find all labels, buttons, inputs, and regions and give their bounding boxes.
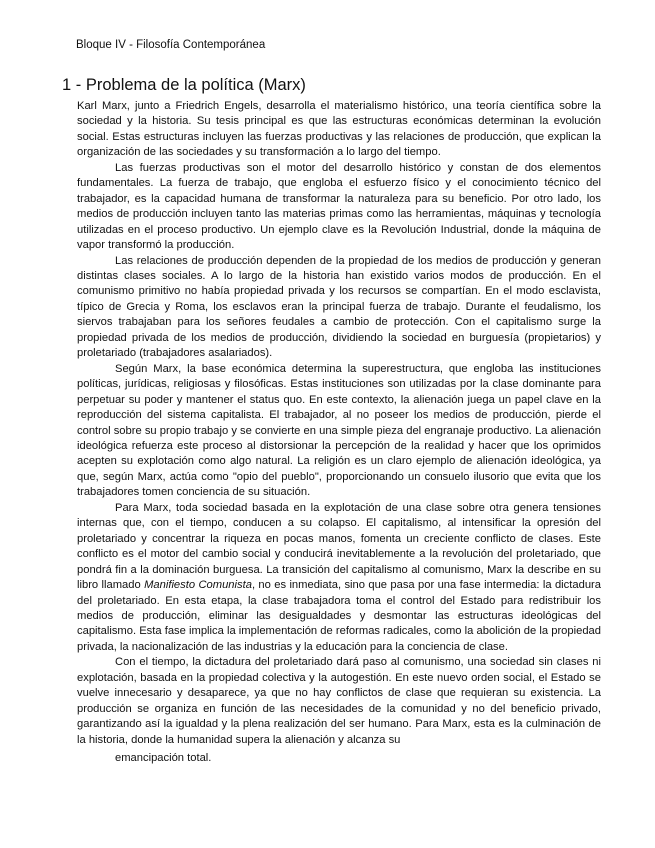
paragraph-revolucion-part1: Para Marx, toda sociedad basada en la explotación de una clase sobre otra genera tensiones internas que, con el tiempo, conducen a su colapso. El capitalismo, al intensificar la opresión del proletariado y concentrar la riqueza en pocas manos, fomenta un creciente conflicto de clases. Este conflicto es el motor del cambio social y conducirá inevitablemente a la revolución del proletariado, que pondrá fin a la dominación burguesa. La transición del capitalismo al comunismo, Marx la describe en su libro llamado xyxy=(77,501,601,592)
paragraph-comunismo-main: Con el tiempo, la dictadura del proletariado dará paso al comunismo, una sociedad sin clases ni explotación, basada en la propiedad colectiva y la autogestión. En este nuevo orden social, el Estado se vuelve innecesario y desaparece, ya que no hay conflictos de clase que requieran su existencia. La producción se organiza en función de las necesidades de la comunidad y no del beneficio privado, garantizando así la igualdad y la plena realización del ser humano. Para Marx, esta es la culminación de la historia, donde la humanidad supera la alienación y alcanza su xyxy=(77,656,601,746)
paragraph-materialismo: Karl Marx, junto a Friedrich Engels, desarrolla el materialismo histórico, una teoría científica sobre la sociedad y la historia. Su tesis principal es que las estructuras económicas determinan la evolución social. Estas estructuras incluyen las fuerzas productivas y las relaciones de producción, que explican la organización de las sociedades y su transformación a lo largo del tiempo. xyxy=(77,100,601,159)
paragraph-revolucion xyxy=(77,501,601,656)
document-body xyxy=(77,99,601,766)
paragraph-fuerzas-productivas: Las fuerzas productivas son el motor del desarrollo histórico y constan de dos elementos fundamentales. La fuerza de trabajo, que engloba el esfuerzo físico y el conocimiento técnico del trabajador, es la capacidad humana de transformar la naturaleza para su beneficio. Por otro lado, los medios de producción incluyen tanto las materias primas como las herramientas, máquinas y tecnología utilizadas en el proceso productivo. Un ejemplo clave es la Revolución Industrial, donde la máquina de vapor transformó la producción. xyxy=(77,161,601,252)
book-title: Manifiesto Comunista xyxy=(144,579,252,592)
paragraph-superestructura: Según Marx, la base económica determina la superestructura, que engloba las instituciones políticas, jurídicas, religiosas y filosóficas. Estas instituciones son utilizadas por la clase dominante para perpetuar su poder y mantener el status quo. En este contexto, la alienación juega un papel clave en la reproducción del sistema capitalista. El trabajador, al no poseer los medios de producción, pierde el control sobre su propio trabajo y se convierte en una simple pieza del engranaje productivo. La alienación ideológica refuerza este proceso al distorsionar la percepción de la realidad y hacer que los oprimidos acepten su explotación como algo natural. La religión es un claro ejemplo de alienación ideológica, ya que, según Marx, actúa como "opio del pueblo", proporcionando un consuelo ilusorio que evita que los trabajadores tomen conciencia de su situación. xyxy=(77,362,601,499)
running-header: Bloque IV - Filosofía Contemporánea xyxy=(76,39,266,51)
paragraph-revolucion-part2: , no es inmediata, sino que pasa por una fase intermedia: la dictadura del proletariado. En esta etapa, la clase trabajadora toma el control del Estado para redistribuir los medios de producción, eliminar las desigualdades y desmontar las estructuras ideológicas del capitalismo. Esta fase implica la implementación de reformas radicales, como la abolición de la propiedad privada, la nacionalización de las industrias y la educación para la conciencia de clase. xyxy=(77,579,601,653)
paragraph-comunismo-last-line: emancipación total. xyxy=(115,752,212,765)
section-title: 1 - Problema de la política (Marx) xyxy=(62,76,306,94)
paragraph-comunismo xyxy=(77,655,601,766)
paragraph-relaciones-produccion: Las relaciones de producción dependen de la propiedad de los medios de producción y generan distintas clases sociales. A lo largo de la historia han existido varios modos de producción. En el comunismo primitivo no había propiedad privada y los recursos se compartían. En el modo esclavista, típico de Grecia y Roma, los esclavos eran la principal fuerza de trabajo. Durante el feudalismo, los siervos trabajaban para los señores feudales a cambio de protección. Con el capitalismo surge la propiedad privada de los medios de producción, dividiendo la sociedad en burguesía (propietarios) y proletariado (trabajadores asalariados). xyxy=(77,254,601,360)
